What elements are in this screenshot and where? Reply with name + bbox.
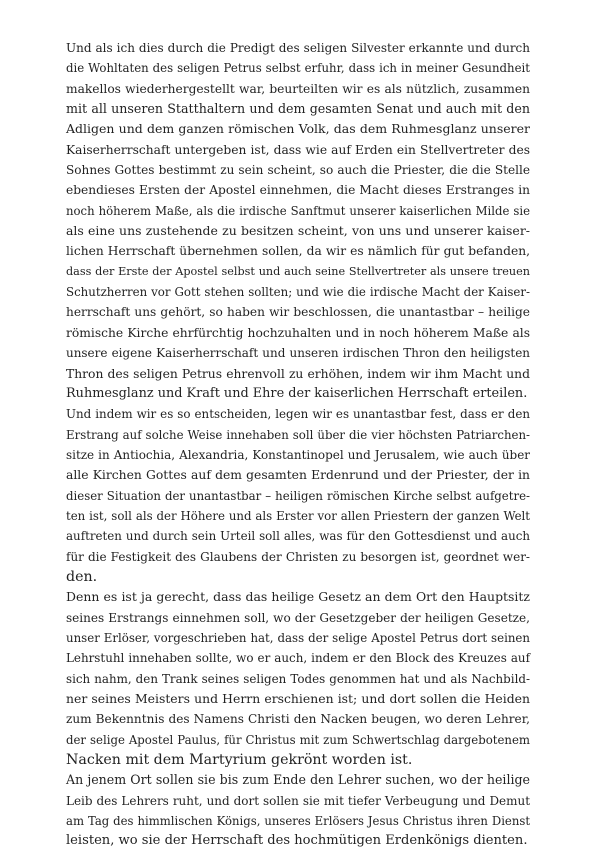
text-line: Und als ich dies durch die Predigt des seligen Silvester erkannte und durch: [66, 41, 530, 55]
text-line: ebendieses Ersten der Apostel einnehmen, die Macht dieses Erstranges in: [66, 183, 530, 198]
text-line: sitze in Antiochia, Alexandria, Konstantinopel und Jerusalem, wie auch über: [66, 447, 530, 462]
text-line: mit all unseren Statthaltern und dem gesamten Senat und auch mit den: [66, 101, 530, 117]
text-line: Denn es ist ja gerecht, dass das heilige Gesetz an dem Ort den Hauptsitz: [66, 589, 530, 605]
text-line: der selige Apostel Paulus, für Christus mit zum Schwertschlag dargebotenem: [66, 732, 530, 747]
text-line: Leib des Lehrers ruht, und dort sollen sie mit tiefer Verbeugung und Demut: [66, 793, 530, 808]
text-line: noch höherem Maße, als die irdische Sanftmut unserer kaiserlichen Milde sie: [66, 203, 530, 218]
text-line: leisten, wo sie der Herrschaft des hochmütigen Erdenkönigs dienten.: [66, 833, 528, 849]
text-line: unsere eigene Kaiserherrschaft und unseren irdischen Thron den heiligsten: [66, 346, 530, 361]
text-line: Und indem wir es so entscheiden, legen wir es unantastbar fest, dass er den: [66, 407, 530, 422]
paragraph: [66, 404, 530, 587]
text-line: Erstrang auf solche Weise innehaben soll über die vier höchsten Patriarchen-: [66, 427, 530, 442]
text-line: Sohnes Gottes bestimmt zu sein scheint, so auch die Priester, die die Stelle: [66, 163, 530, 178]
text-line: Ruhmesglanz und Kraft und Ehre der kaiserlichen Herrschaft erteilen.: [66, 385, 528, 401]
text-line: ten ist, soll als der Höhere und als Erster vor allen Priestern der ganzen Welt: [66, 508, 530, 523]
paragraph: [66, 587, 530, 770]
text-line: seines Erstrangs einnehmen soll, wo der Gesetzgeber der heiligen Gesetze,: [66, 610, 530, 625]
text-line: unser Erlöser, vorgeschrieben hat, dass der selige Apostel Petrus dort seinen: [66, 630, 530, 645]
text-line: dieser Situation der unantastbar – heiligen römischen Kirche selbst aufgetre-: [66, 488, 530, 503]
paragraph: [66, 770, 530, 851]
text-line: An jenem Ort sollen sie bis zum Ende den Lehrer suchen, wo der heilige: [66, 772, 530, 788]
text-line: makellos wiederhergestellt war, beurteilten wir es als nützlich, zusammen: [66, 81, 530, 96]
text-line: Schutzherren vor Gott stehen sollten; und wie die irdische Macht der Kaiser-: [66, 285, 530, 300]
text-line: ner seines Meisters und Herrn erschienen ist; und dort sollen die Heiden: [66, 691, 530, 706]
text-line: Lehrstuhl innehaben sollte, wo er auch, indem er den Block des Kreuzes auf: [66, 651, 530, 666]
text-line: die Wohltaten des seligen Petrus selbst erfuhr, dass ich in meiner Gesundheit: [66, 61, 530, 76]
text-line: herrschaft uns gehört, so haben wir beschlossen, die unantastbar – heilige: [66, 305, 530, 320]
text-line: dass der Erste der Apostel selbst und auch seine Stellvertreter als unsere treuen: [66, 264, 530, 278]
text-line: alle Kirchen Gottes auf dem gesamten Erdenrund und der Priester, der in: [66, 468, 530, 483]
text-line: am Tag des himmlischen Königs, unseres Erlösers Jesus Christus ihren Dienst: [66, 814, 530, 829]
text-line: sich nahm, den Trank seines seligen Todes genommen hat und als Nachbild-: [66, 671, 530, 686]
text-line: auftreten und durch sein Urteil soll alles, was für den Gottesdienst und auch: [66, 529, 530, 544]
text-line: Nacken mit dem Martyrium gekrönt worden ist.: [66, 752, 413, 769]
paragraph: [66, 38, 530, 404]
text-line: als eine uns zustehende zu besitzen scheint, von uns und unserer kaiser-: [66, 223, 530, 239]
text-line: Thron des seligen Petrus ehrenvoll zu erhöhen, indem wir ihm Macht und: [66, 366, 530, 381]
text-line: zum Bekenntnis des Namens Christi den Nacken beugen, wo deren Lehrer,: [66, 712, 530, 727]
text-line: römische Kirche ehrfürchtig hochzuhalten und in noch höherem Maße als: [66, 325, 530, 340]
text-line: für die Festigkeit des Glaubens der Christen zu besorgen ist, geordnet wer-: [66, 549, 530, 564]
text-line: Kaiserherrschaft untergeben ist, dass wie auf Erden ein Stellvertreter des: [66, 142, 530, 157]
text-line: lichen Herrschaft übernehmen sollen, da wir es nämlich für gut befanden,: [66, 244, 530, 259]
body-text: [66, 38, 530, 852]
text-line: den.: [66, 568, 98, 585]
text-line: Adligen und dem ganzen römischen Volk, das dem Ruhmesglanz unserer: [66, 121, 530, 137]
